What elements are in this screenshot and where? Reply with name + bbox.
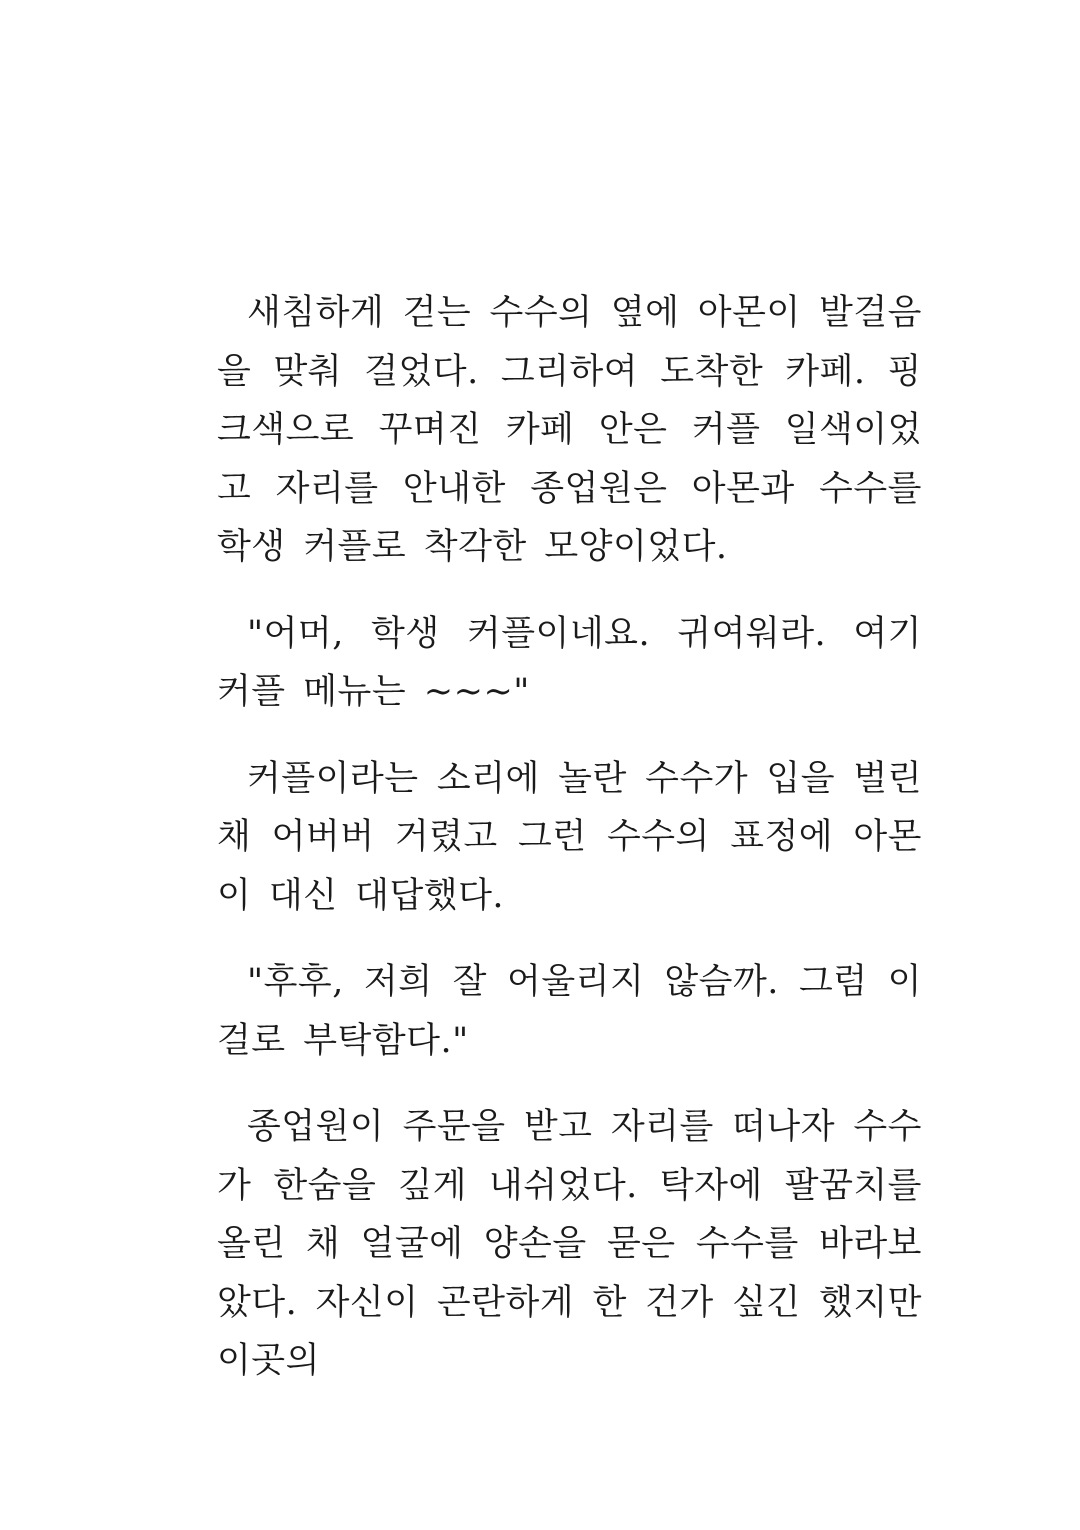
paragraph: 커플이라는 소리에 놀란 수수가 입을 벌린 채 어버버 거렸고 그런 수수의 표정에 아몬이 대신 대답했다. <box>217 758 922 916</box>
body-text <box>217 284 922 1391</box>
paragraph: 종업원이 주문을 받고 자리를 떠나자 수수가 한숨을 깊게 내쉬었다. 탁자에 팔꿈치를 올린 채 얼굴에 양손을 묻은 수수를 바라보았다. 자신이 곤란하게 한 건가 싶긴 했지만 이곳의 <box>217 1107 922 1381</box>
paragraph: 새침하게 걷는 수수의 옆에 아몬이 발걸음을 맞춰 걸었다. 그리하여 도착한 카페. 핑크색으로 꾸며진 카페 안은 커플 일색이었고 자리를 안내한 종업원은 아몬과 수수를 학생 커플로 착각한 모양이었다. <box>217 293 922 567</box>
paragraph: "어머, 학생 커플이네요. 귀여워라. 여기 커플 메뉴는 ~~~" <box>217 613 922 712</box>
paragraph: "후후, 저희 잘 어울리지 않슴까. 그럼 이걸로 부탁함다." <box>217 962 922 1061</box>
